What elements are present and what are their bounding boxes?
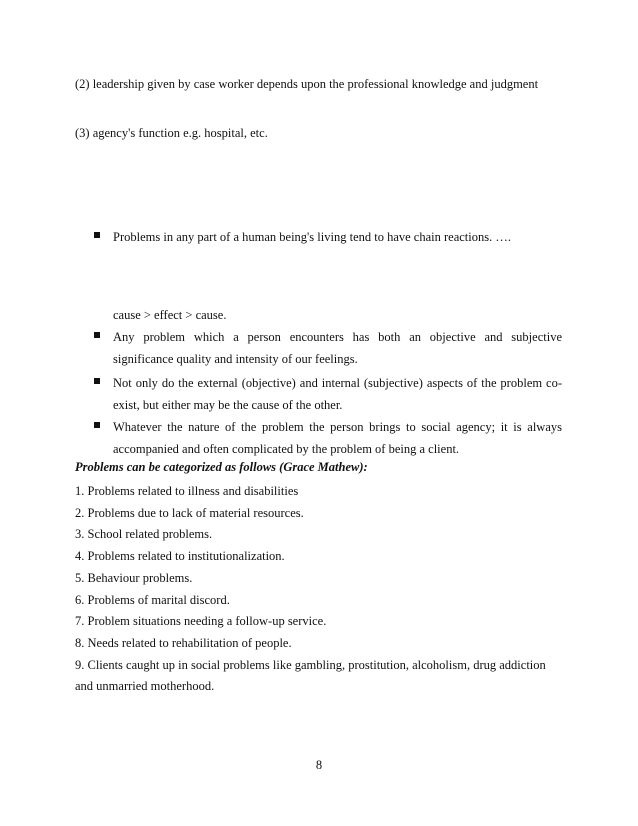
categories-heading: Problems can be categorized as follows (Grace Mathew):: [75, 460, 368, 474]
problem-categories-list: [75, 481, 565, 698]
cause-effect-line: cause > effect > cause.: [113, 308, 227, 322]
paragraph-agency-function: (3) agency's function e.g. hospital, etc.: [75, 126, 268, 140]
square-bullet-icon: [94, 232, 100, 238]
page-number: 8: [315, 758, 323, 772]
bullet-text: Not only do the external (objective) and internal (subjective) aspects of the problem co-exist, but either may be the cause of the other.: [113, 376, 562, 412]
list-item: 4. Problems related to institutionalization.: [75, 549, 285, 564]
bullet-text: Problems in any part of a human being's living tend to have chain reactions. ….: [113, 230, 511, 244]
square-bullet-icon: [94, 332, 100, 338]
bullet-item-chain-reactions: [94, 226, 562, 248]
bullet-text: Any problem which a person encounters has both an objective and subjective significance quality and intensity of our feelings.: [113, 330, 562, 366]
list-item: 5. Behaviour problems.: [75, 570, 193, 585]
list-item: 7. Problem situations needing a follow-up service.: [75, 614, 327, 629]
square-bullet-icon: [94, 422, 100, 428]
list-item: 2. Problems due to lack of material resources.: [75, 505, 304, 520]
list-item: 3. School related problems.: [75, 527, 213, 542]
paragraph-leadership: (2) leadership given by case worker depends upon the professional knowledge and judgment: [75, 77, 539, 91]
list-item: 9. Clients caught up in social problems like gambling, prostitution, alcoholism, drug addiction and unmarried motherhood.: [75, 657, 546, 694]
list-item: 6. Problems of marital discord.: [75, 592, 230, 607]
bullet-item-client-problem: [94, 416, 562, 460]
list-item: 1. Problems related to illness and disabilities: [75, 484, 299, 498]
bullet-item-objective-subjective: [94, 326, 562, 370]
list-item: 8. Needs related to rehabilitation of people.: [75, 635, 292, 650]
bullet-text: Whatever the nature of the problem the person brings to social agency; it is always accompanied and often complicated by the problem of being a client.: [113, 420, 562, 456]
bullet-item-coexist: [94, 372, 562, 416]
square-bullet-icon: [94, 378, 100, 384]
